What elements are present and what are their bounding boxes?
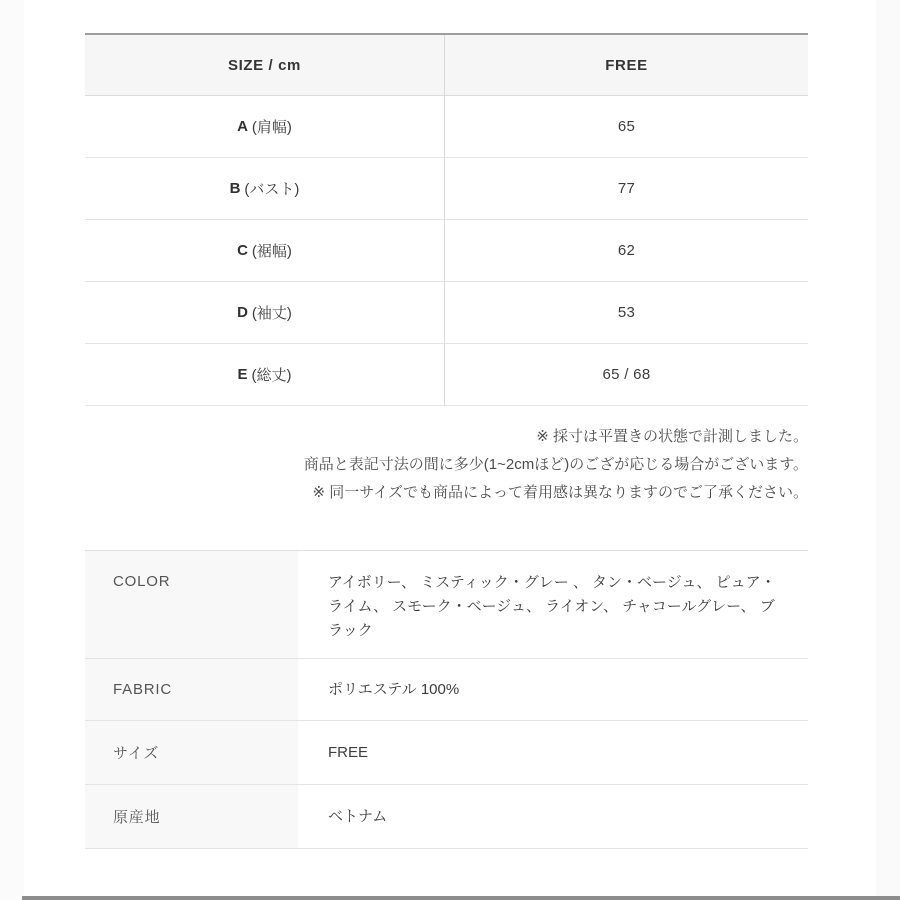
size-row-value-b: 77 <box>617 180 636 197</box>
size-row-label-b <box>85 158 445 219</box>
row-letter: C <box>237 242 248 259</box>
measurement-notes <box>85 423 808 507</box>
table-row <box>85 220 808 282</box>
note-line-1: ※ 採寸は平置きの状態で計測しました。 <box>536 428 808 445</box>
row-letter: A <box>237 118 248 135</box>
table-row <box>85 721 808 785</box>
bottom-divider-bar <box>22 896 900 900</box>
row-letter: B <box>229 180 241 197</box>
page-right-margin <box>876 0 900 900</box>
size-row-label-a <box>85 96 445 157</box>
row-label-jp: (裾幅) <box>251 243 292 260</box>
detail-label-size: サイズ <box>85 721 298 784</box>
size-table-header-free: FREE <box>605 56 648 74</box>
size-table-header-row <box>85 35 808 96</box>
detail-label-color: COLOR <box>85 551 298 658</box>
note-line-2: 商品と表記寸法の間に多少(1~2cmほど)のござが応じる場合がございます。 <box>303 456 808 473</box>
row-label-jp: (肩幅) <box>251 119 292 136</box>
size-row-value-e: 65 / 68 <box>602 366 651 383</box>
row-label-jp: (バスト) <box>244 181 300 198</box>
table-row <box>85 282 808 344</box>
detail-value-fabric: ポリエステル 100% <box>328 680 460 698</box>
table-row <box>85 96 808 158</box>
detail-label-origin: 原産地 <box>85 785 298 848</box>
table-row <box>85 785 808 849</box>
table-row <box>85 158 808 220</box>
size-row-label-d <box>85 282 445 343</box>
page-left-margin <box>0 0 24 900</box>
table-row <box>85 344 808 406</box>
table-row <box>85 551 808 659</box>
note-line-3: ※ 同一サイズでも商品によって着用感は異なりますのでご了承ください。 <box>312 484 808 501</box>
detail-value-origin: ベトナム <box>328 807 388 825</box>
size-row-value-a: 65 <box>617 118 636 135</box>
detail-label-fabric: FABRIC <box>85 659 298 720</box>
size-row-label-c <box>85 220 445 281</box>
size-row-value-d: 53 <box>617 304 636 321</box>
row-letter: E <box>237 366 248 383</box>
detail-value-color: アイボリー、 ミスティック・グレー 、 タン・ベージュ、 ピュア・ライム、 スモーク・ベージュ、 ライオン、 チャコールグレー、 ブラック <box>328 574 776 639</box>
product-detail-table <box>85 550 808 849</box>
size-row-value-c: 62 <box>617 242 636 259</box>
size-row-label-e <box>85 344 445 405</box>
table-row <box>85 659 808 721</box>
row-label-jp: (袖丈) <box>251 305 292 322</box>
size-table <box>85 33 808 406</box>
size-table-header-size-cm: SIZE / cm <box>85 35 445 95</box>
detail-value-size: FREE <box>328 743 369 761</box>
row-label-jp: (総丈) <box>251 367 292 384</box>
row-letter: D <box>237 304 248 321</box>
